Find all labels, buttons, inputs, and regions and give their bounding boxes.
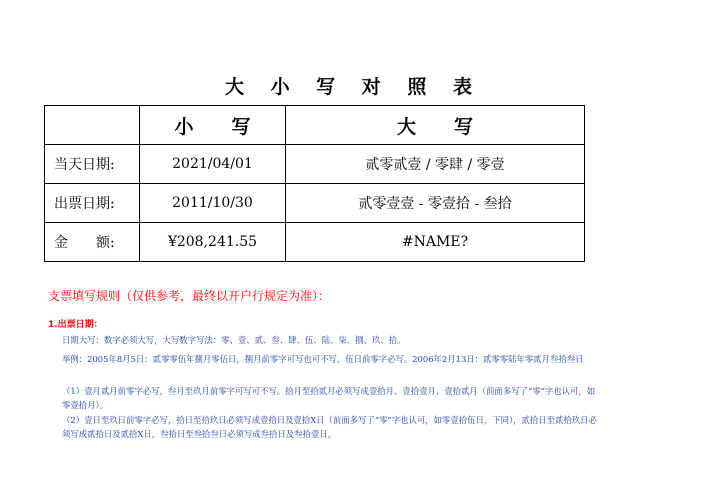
row-small-value[interactable]: ¥208,241.55 [140, 223, 286, 262]
table-row [45, 223, 585, 262]
rule-paragraph[interactable]: （1）壹月贰月前零字必写，叁月至玖月前零字可写可不写。拾月至拾贰月必须写成壹拾月、壹拾壹月、壹拾贰月（前面多写了“零”字也认可，如零壹拾月）。 [62, 386, 596, 410]
rule-paragraph[interactable]: 日期大写：数字必须大写，大写数字写法：零、壹、贰、叁、肆、伍、陆、柒、捌、玖、拾。 [62, 335, 406, 345]
row-big-value[interactable]: 贰零贰壹 / 零肆 / 零壹 [286, 145, 585, 184]
table-header-row [45, 106, 585, 145]
rule-paragraph[interactable]: （2）壹日至玖日前零字必写，拾日至拾玖日必须写成壹拾日及壹拾X日（前面多写了“零”字也认可，如零壹拾伍日，下同），贰拾日至贰拾玖日必须写成贰拾日及贰拾X日，叁拾日至叁拾叁日必须写成叁拾日及叁拾壹日。 [62, 415, 597, 439]
section-heading[interactable]: 1.出票日期： [48, 320, 103, 330]
row-label[interactable]: 当天日期: [45, 145, 140, 184]
header-small[interactable]: 小 写 [140, 106, 286, 145]
row-small-value[interactable]: 2011/10/30 [140, 184, 286, 223]
header-empty-cell[interactable] [45, 106, 140, 145]
rule-paragraph[interactable]: 举例：2005年8月5日：贰零零伍年捌月零伍日，捌月前零字可写也可不写，伍日前零字必写。2006年2月13日：贰零零陆年零贰月叁拾叁日 [62, 354, 584, 364]
row-small-value[interactable]: 2021/04/01 [140, 145, 286, 184]
rules-title[interactable]: 支票填写规则（仅供参考，最终以开户行规定为准）： [48, 289, 331, 303]
header-big[interactable]: 大 写 [286, 106, 585, 145]
row-label[interactable]: 出票日期: [45, 184, 140, 223]
row-label[interactable]: 金 额: [45, 223, 140, 262]
table-row [45, 184, 585, 223]
table-row [45, 145, 585, 184]
row-big-value[interactable]: 贰零壹壹 - 零壹拾 - 叁拾 [286, 184, 585, 223]
page-title: 大 小 写 对 照 表 [224, 76, 483, 98]
comparison-table [44, 105, 585, 262]
row-big-value[interactable]: #NAME? [286, 223, 585, 262]
